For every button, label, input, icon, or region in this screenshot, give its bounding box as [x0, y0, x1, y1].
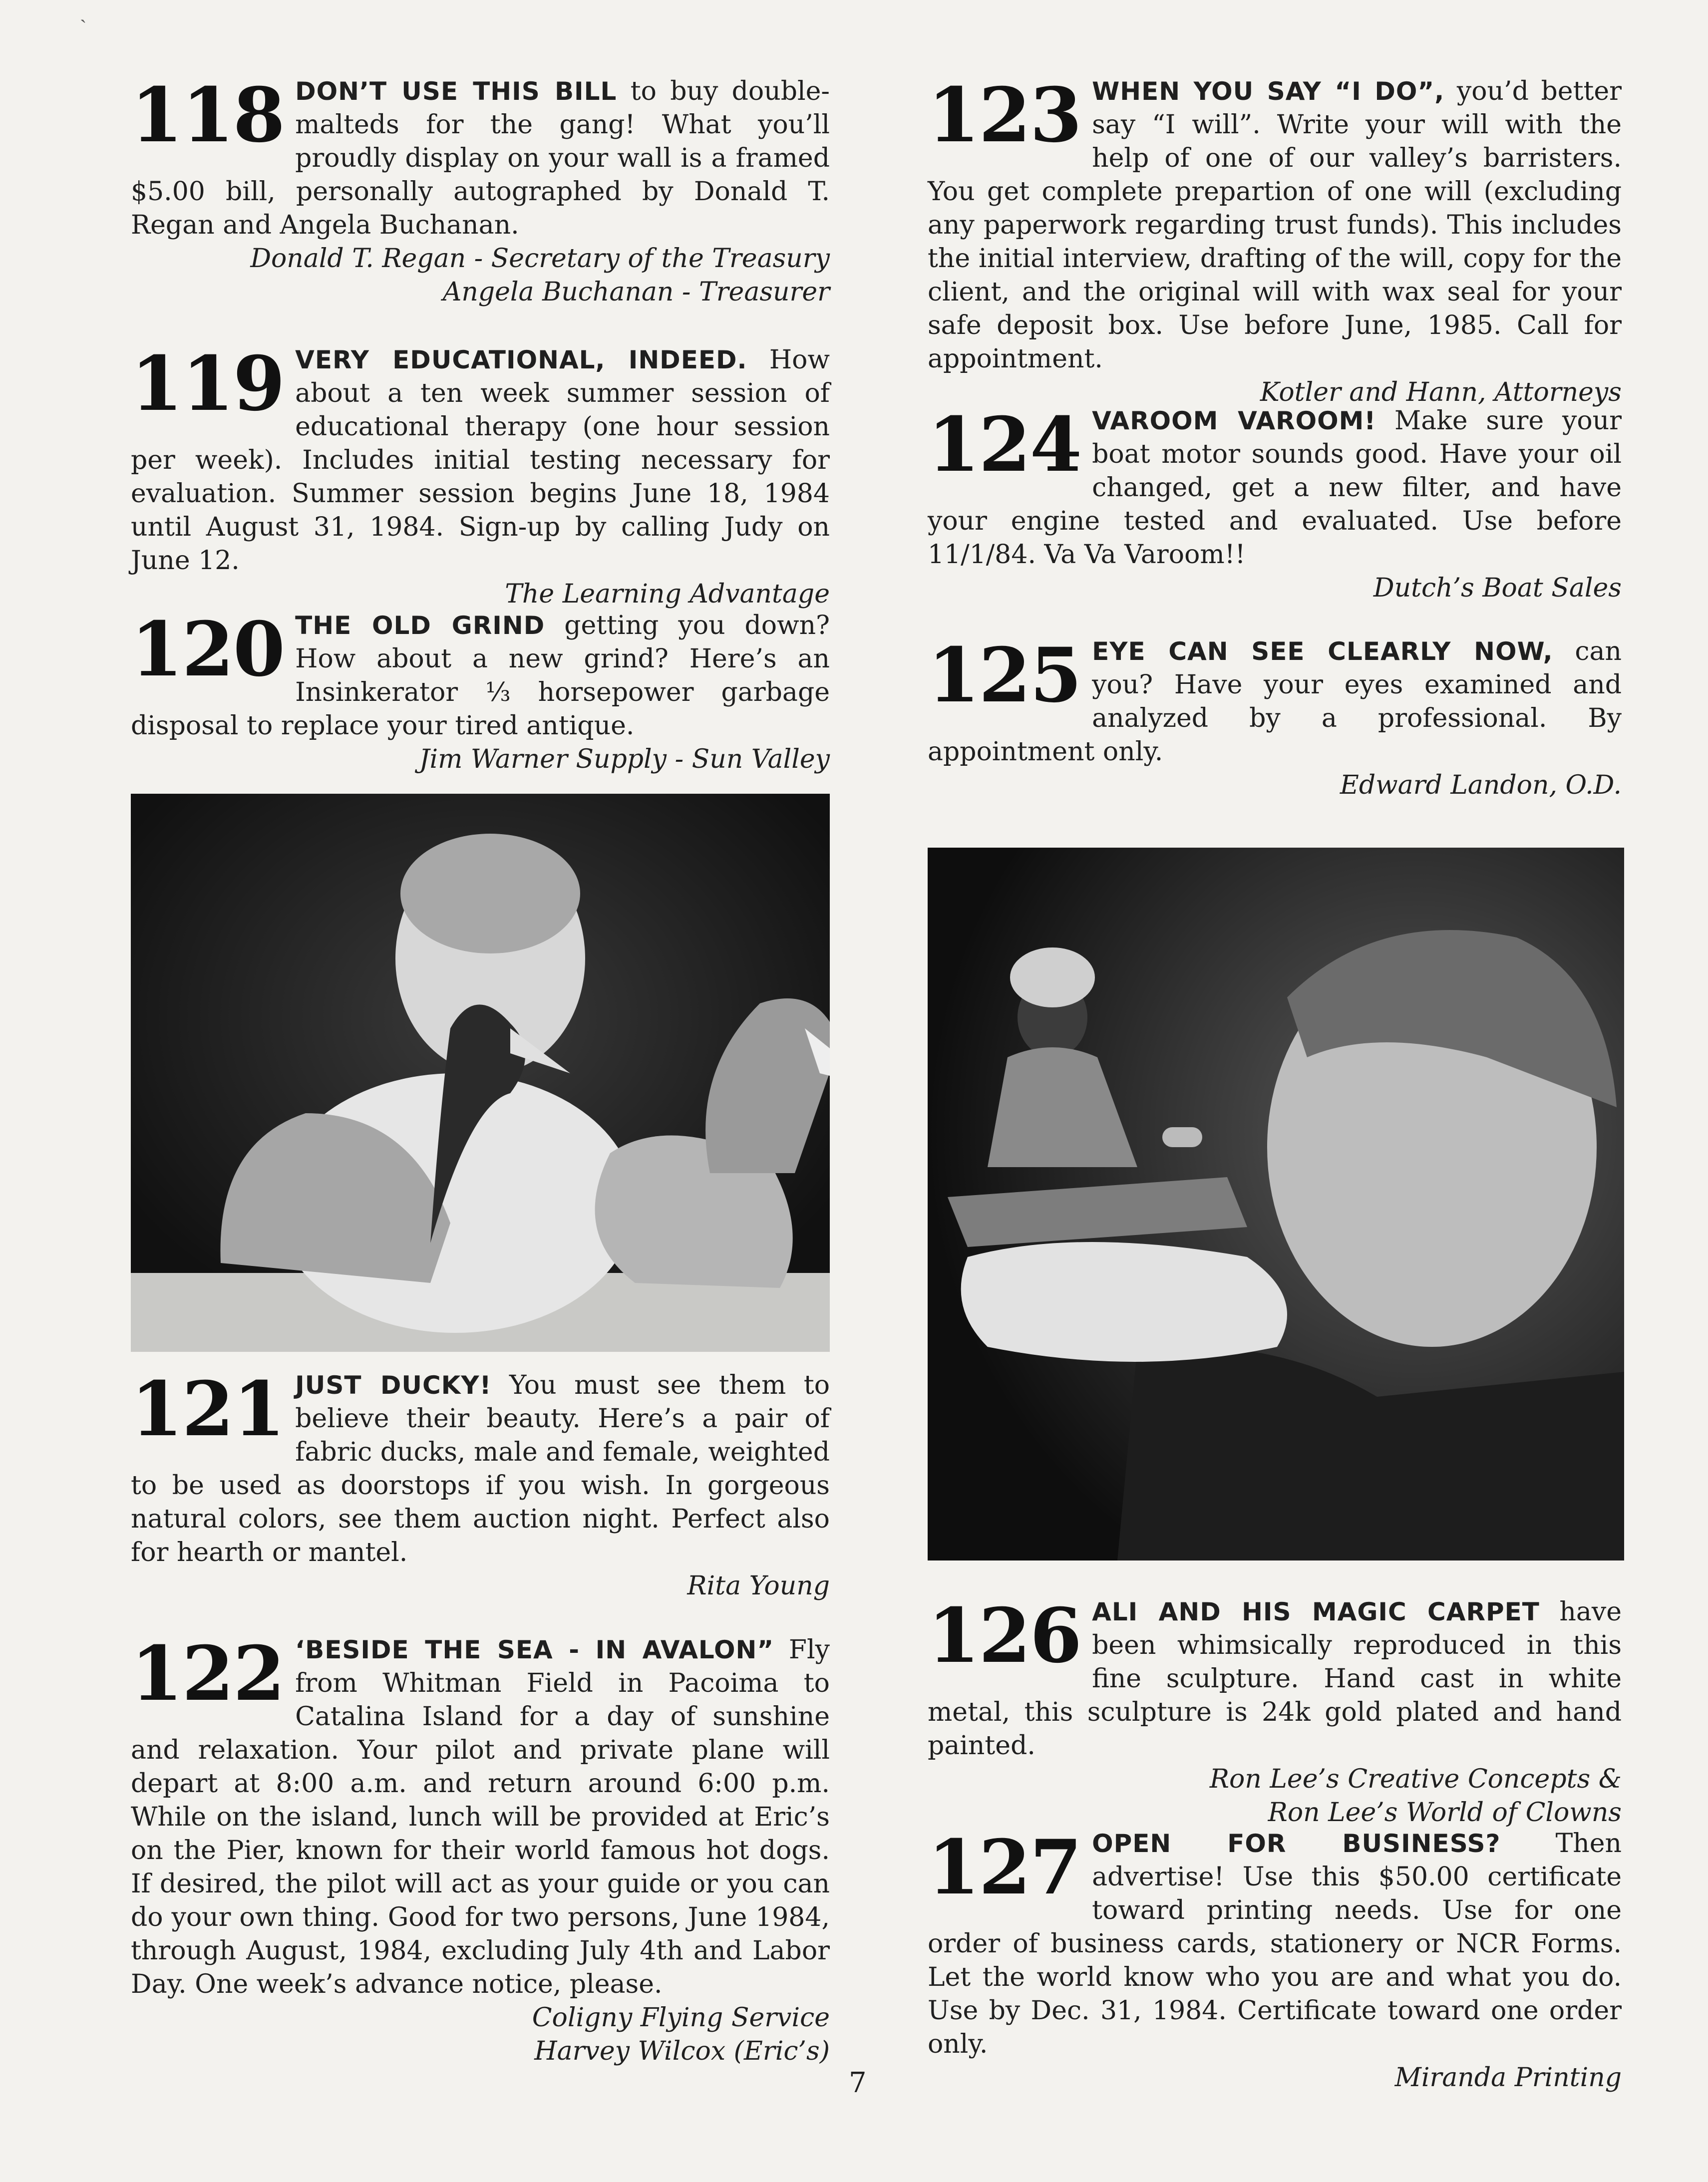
item-120	[131, 606, 830, 776]
item-118	[131, 71, 830, 309]
item-124	[928, 401, 1622, 605]
item-body: you’d better say “I will”. Write your will with the help of one of our valley’s barristers. You get complete prepartion of one will (excluding any paperwork regarding trust funds). This includes the initial interview, drafting of the will, copy for the client, and the original will with wax seal for your safe deposit box. Use before June, 1985. Call for appointment.	[928, 76, 1622, 374]
item-number: 124	[928, 401, 1081, 489]
item-number: 120	[131, 606, 285, 693]
item-number: 121	[131, 1365, 285, 1453]
item-123	[928, 71, 1622, 409]
item-sponsor: Dutch’s Boat Sales	[1373, 573, 1622, 603]
item-126	[928, 1592, 1622, 1830]
item-sponsor: The Learning Advantage	[505, 579, 830, 609]
item-sponsor: Edward Landon, O.D.	[1340, 770, 1622, 800]
item-body: You must see them to believe their beauty. Here’s a pair of fabric ducks, male and female, weighted to be used as doorstops if you wish. In gorgeous natural colors, see them auction night. Perfect also for hearth or mantel.	[131, 1370, 830, 1567]
item-sponsor: Ron Lee’s World of Clowns	[1268, 1798, 1622, 1828]
item-headline: EYE CAN SEE CLEARLY NOW,	[1092, 637, 1553, 666]
item-122	[131, 1630, 830, 2068]
item-body: Fly from Whitman Field in Pacoima to Catalina Island for a day of sunshine and relaxation. Your pilot and private plane will depart at 8:00 a.m. and return around 6:00 p.m. While on the island, lunch will be provided at Eric’s on the Pier, known for their world famous hot dogs. If desired, the pilot will act as your guide or you can do your own thing. Good for two persons, June 1984, through August, 1984, excluding July 4th and Labor Day. One week’s advance notice, please.	[131, 1635, 830, 1999]
ducks-photo-illustration	[131, 794, 830, 1352]
item-headline: DON’T USE THIS BILL	[295, 77, 617, 106]
item-121	[131, 1365, 830, 1603]
item-number: 127	[928, 1824, 1081, 1911]
ducks-photo	[131, 794, 830, 1352]
item-sponsor: Donald T. Regan - Secretary of the Treasury	[250, 244, 830, 274]
page-number: 7	[849, 2067, 867, 2099]
item-body: How about a ten week summer session of educational therapy (one hour session per week). Includes initial testing necessary for evaluation. Summer session begins June 18, 1984 until August 31, 1984. Sign-up by calling Judy on June 12.	[131, 345, 830, 576]
item-number: 126	[928, 1592, 1081, 1680]
item-sponsor: Rita Young	[687, 1571, 830, 1601]
item-headline: JUST DUCKY!	[295, 1371, 492, 1400]
item-headline: ‘BESIDE THE SEA - IN AVALON”	[295, 1635, 774, 1664]
item-sponsor: Angela Buchanan - Treasurer	[442, 277, 830, 307]
item-119	[131, 340, 830, 611]
item-number: 119	[131, 340, 285, 428]
item-sponsor: Ron Lee’s Creative Concepts &	[1209, 1764, 1622, 1794]
item-headline: VERY EDUCATIONAL, INDEED.	[295, 345, 747, 374]
item-headline: WHEN YOU SAY “I DO”,	[1092, 77, 1445, 106]
corner-mark: ˎ	[80, 0, 87, 23]
item-body: Make sure your boat motor sounds good. Have your oil changed, get a new filter, and have your engine tested and evaluated. Use before 11/1/84. Va Va Varoom!!	[928, 406, 1622, 570]
item-headline: THE OLD GRIND	[295, 611, 545, 640]
item-headline: OPEN FOR BUSINESS?	[1092, 1829, 1501, 1858]
item-body: Then advertise! Use this $50.00 certificate toward printing needs. Use for one order of business cards, stationery or NCR Forms. Let the world know who you are and what you do. Use by Dec. 31, 1984. Certificate toward one order only.	[928, 1829, 1622, 2059]
item-127	[928, 1824, 1622, 2095]
item-number: 123	[928, 71, 1081, 159]
item-sponsor: Harvey Wilcox (Eric’s)	[534, 2036, 830, 2066]
item-number: 122	[131, 1630, 285, 1718]
magic-carpet-photo-illustration	[928, 848, 1624, 1560]
item-body: can you? Have your eyes examined and analyzed by a professional. By appointment only.	[928, 636, 1622, 767]
item-125	[928, 631, 1622, 802]
item-number: 118	[131, 71, 285, 159]
item-sponsor: Kotler and Hann, Attorneys	[1260, 377, 1622, 407]
item-body: getting you down? How about a new grind? Here’s an Insinkerator ⅓ horsepower garbage disposal to replace your tired antique.	[131, 611, 830, 741]
item-sponsor: Miranda Printing	[1394, 2063, 1622, 2093]
item-number: 125	[928, 631, 1081, 719]
item-headline: ALI AND HIS MAGIC CARPET	[1092, 1597, 1540, 1626]
item-body: to buy double-malteds for the gang! What you’ll proudly display on your wall is a framed $5.00 bill, personally autographed by Donald T. Regan and Angela Buchanan.	[131, 76, 830, 240]
magic-carpet-photo	[928, 848, 1624, 1560]
item-sponsor: Coligny Flying Service	[532, 2003, 830, 2033]
item-headline: VAROOM VAROOM!	[1092, 406, 1376, 435]
item-body: have been whimsically reproduced in this fine sculpture. Hand cast in white metal, this sculpture is 24k gold plated and hand painted.	[928, 1597, 1622, 1761]
item-sponsor: Jim Warner Supply - Sun Valley	[419, 744, 830, 774]
